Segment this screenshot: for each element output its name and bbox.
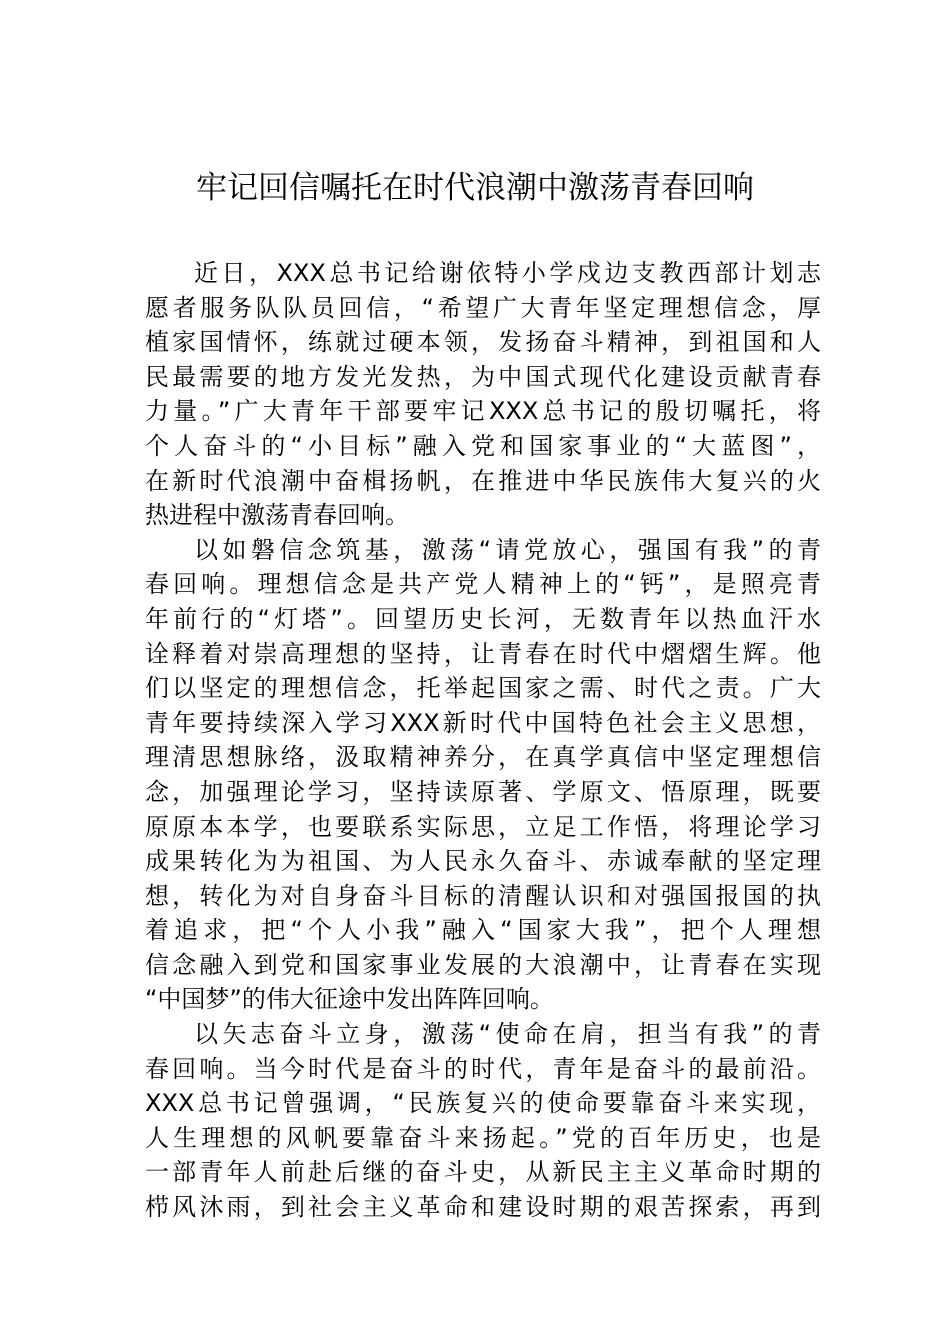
text-line: 春回响。理想信念是共产党人精神上的“钙”，是照亮青 — [145, 570, 821, 599]
text-line: 近日，XXX总书记给谢依特小学戍边支教西部计划志 — [194, 259, 821, 287]
paragraph-3 — [145, 1017, 821, 1225]
text-line: 植家国情怀，练就过硬本领，发扬奋斗精神，到祖国和人 — [145, 328, 821, 357]
text-line: 愿者服务队队员回信，“希望广大青年坚定理想信念，厚 — [145, 293, 821, 322]
text-line: “中国梦”的伟大征途中发出阵阵回响。 — [145, 985, 554, 1014]
text-line: 以如磐信念筑基，激荡“请党放心，强国有我”的青 — [194, 535, 821, 564]
text-line: XXX总书记曾强调，“民族复兴的使命要靠奋斗来实现， — [145, 1089, 821, 1118]
text-line: 信念融入到党和国家事业发展的大浪潮中，让青春在实现 — [145, 950, 821, 979]
text-line: 力量。”广大青年干部要牢记XXX总书记的殷切嘱托，将 — [145, 397, 821, 426]
text-line: 年前行的“灯塔”。回望历史长河，无数青年以热血汗水 — [145, 604, 821, 633]
text-line: 个人奋斗的“小目标”融入党和国家事业的“大蓝图”， — [145, 431, 821, 460]
text-line: 想，转化为对自身奋斗目标的清醒认识和对强国报国的执 — [145, 881, 821, 910]
text-line: 诠释着对崇高理想的坚持，让青春在时代中熠熠生辉。他 — [145, 639, 821, 668]
text-line: 在新时代浪潮中奋楫扬帆，在推进中华民族伟大复兴的火 — [145, 466, 821, 495]
text-line: 原原本本学，也要联系实际思，立足工作悟，将理论学习 — [145, 812, 821, 841]
text-line: 成果转化为为祖国、为人民永久奋斗、赤诚奉献的坚定理 — [145, 847, 821, 876]
text-line: 一部青年人前赴后继的奋斗史，从新民主主义革命时期的 — [145, 1158, 821, 1187]
paragraph-2 — [145, 533, 821, 1017]
text-line: 民最需要的地方发光发热，为中国式现代化建设贡献青春 — [145, 362, 821, 391]
text-line: 青年要持续深入学习XXX新时代中国特色社会主义思想， — [145, 708, 821, 737]
text-line: 理清思想脉络，汲取精神养分，在真学真信中坚定理想信 — [145, 743, 821, 772]
document-body — [145, 256, 821, 1225]
text-line: 念，加强理论学习，坚持读原著、学原文、悟原理，既要 — [145, 777, 821, 806]
document-title: 牢记回信嘱托在时代浪潮中激荡青春回响 — [196, 170, 754, 206]
text-line: 栉风沐雨，到社会主义革命和建设时期的艰苦探索，再到 — [145, 1193, 821, 1222]
paragraph-1 — [145, 256, 821, 533]
text-line: 热进程中激荡青春回响。 — [145, 501, 409, 530]
text-line: 人生理想的风帆要靠奋斗来扬起。”党的百年历史，也是 — [145, 1123, 821, 1152]
text-line: 春回响。当今时代是奋斗的时代，青年是奋斗的最前沿。 — [145, 1054, 821, 1083]
text-line: 们以坚定的理想信念，托举起国家之需、时代之责。广大 — [145, 674, 821, 703]
text-line: 以矢志奋斗立身，激荡“使命在肩，担当有我”的青 — [194, 1020, 821, 1049]
text-line: 着追求，把“个人小我”融入“国家大我”，把个人理想 — [145, 916, 821, 945]
